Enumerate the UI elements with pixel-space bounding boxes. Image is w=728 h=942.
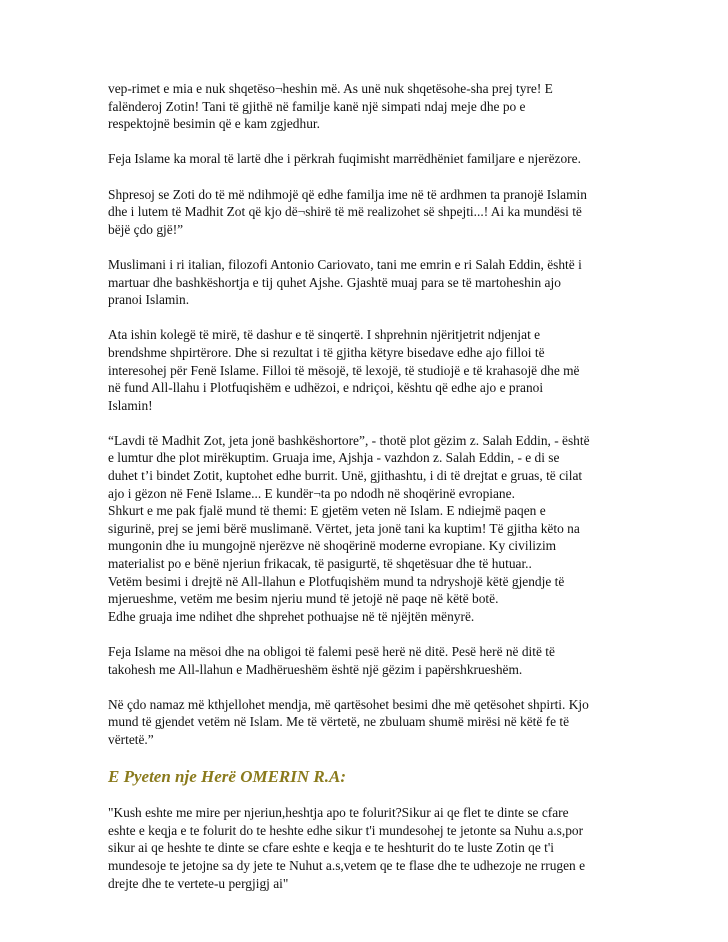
document-page: [108, 80, 628, 910]
paragraph-salah-eddin: Muslimani i ri italian, filozofi Antonio Cariovato, tani me emrin e ri Salah Eddin, është i martuar dhe bashkëshortja e tij quhet Ajshe. Gjashtë muaj para se të martoheshin ajo pranoi Islamin.: [108, 256, 582, 308]
paragraph-hope: Shpresoj se Zoti do të më ndihmojë që edhe familja ime në të ardhmen ta pranojë Islamin dhe i lutem të Madhit Zot që kjo dë¬shirë të më realizohet së shpejti...! Ai ka mundësi të bëjë çdo gjë!”: [108, 186, 587, 237]
paragraph-family-respect: vep-rimet e mia e nuk shqetëso¬heshin më. As unë nuk shqetësohe-sha prej tyre! E falënderoj Zotin! Tani të gjithë në familje kanë një simpati ndaj meje dhe po e respektojnë besimin që e kam zgjedhur.: [108, 81, 553, 132]
paragraph-five-prayers: Feja Islame na mësoi dhe na obligoi të falemi pesë herë në ditë. Pesë herë në ditë të takohesh me All-llahun e Madhërueshëm është një gëzim i papërshkrueshëm.: [108, 644, 555, 677]
section-heading: E Pyeten nje Herë OMERIN R.A:: [108, 767, 346, 787]
paragraph-praise-quote: “Lavdi të Madhit Zot, jeta jonë bashkëshortore”, - thotë plot gëzim z. Salah Eddin, - është e lumtur dhe plot mirëkuptim. Gruaja ime, Ajshja - vazhdon z. Salah Eddin, - e di se duhet t’i bindet Zotit, kuptohet edhe burrit. Unë, gjithashtu, i di të drejtat e gruas, të cilat ajo i gëzon në Fenë Islame... E kundër¬ta po ndodh në shoqërinë evropiane.: [108, 432, 590, 501]
paragraph-namaz: Në çdo namaz më kthjellohet mendja, më qartësohet besimi dhe më qetësohet shpirti. Kjo mund të gjendet vetëm në Islam. Me të vërtetë, ne zbuluam shumë mirësi në këtë fe të vërtetë.”: [108, 696, 589, 747]
paragraph-colleagues: Ata ishin kolegë të mirë, të dashur e të sinqertë. I shprehnin njëritjetrit ndjenjat e brendshme shpirtërore. Dhe si rezultat i të gjitha këtyre bisedave edhe ajo filloi të interesohej për Fenë Islame. Filloi të mësojë, të lexojë, të studiojë e të krahasojë dhe më në fund All-llahu i Plotfuqishëm e udhëzoi, e ndriçoi, kështu që edhe ajo e pranoi Islamin!: [108, 327, 580, 413]
paragraph-islamic-morals: Feja Islame ka moral të lartë dhe i përkrah fuqimisht marrëdhëniet familjare e njerëzore.: [108, 151, 581, 167]
paragraph-right-faith: Vetëm besimi i drejtë në All-llahun e Plotfuqishëm mund ta ndryshojë këtë gjendje të mjerueshme, vetëm me besim njeriu mund të jetojë në paqe në këtë botë.: [108, 573, 565, 607]
paragraph-wife-feels: Edhe gruaja ime ndihet dhe shprehet pothuajse në të njëjtën mënyrë.: [108, 608, 475, 624]
paragraph-found-ourselves: Shkurt e me pak fjalë mund të themi: E gjetëm veten në Islam. E ndiejmë paqen e sigurinë, prej se jemi bërë muslimanë. Vërtet, jeta jonë tani ka kuptim! Të gjitha këto na mungonin dhe iu mungojnë njerëzve në shoqërinë moderne evropiane. Ky civilizim materialist po e bënë njeriun frikacak, të pasigurtë, të shqetësuar dhe të hutuar..: [108, 503, 580, 572]
paragraph-omer-quote: "Kush eshte me mire per njeriun,heshtja apo te folurit?Sikur ai qe flet te dinte se cfare eshte e keqja e te folurit do te heshte edhe sikur t'i mundesohej te jetonte sa Nuhu a.s,por sikur ai qe heshte te dinte se cfare eshte e keqja e te heshturit do te luste Zotin qe t'i mundesoje te jetojne sa dy jete te Nuhut a.s,vetem qe te flase dhe te udhezoje ne rrugen e drejte dhe te vertete-u pergjigj ai": [108, 805, 586, 891]
